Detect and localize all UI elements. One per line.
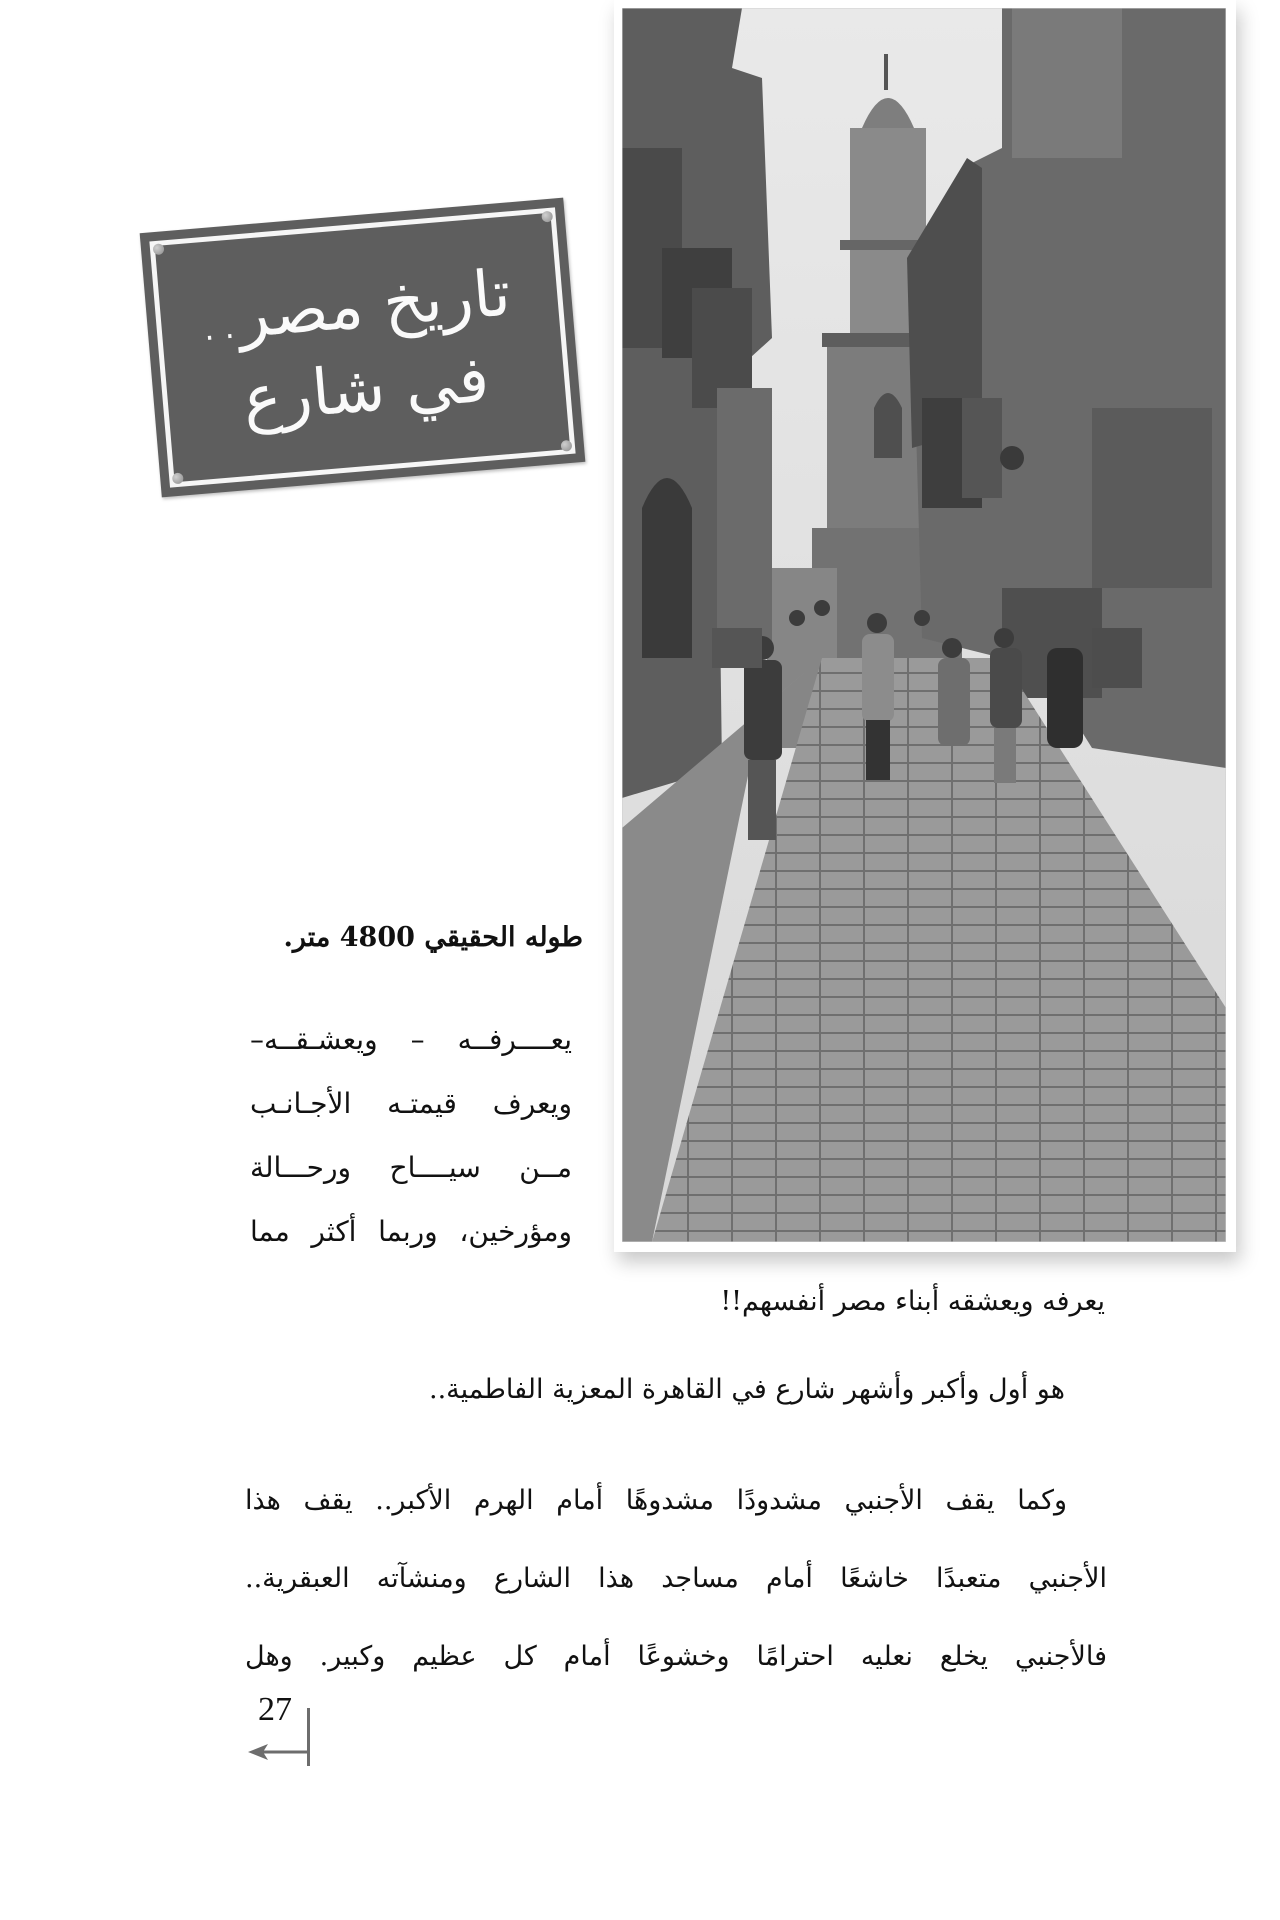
paragraph-line: الأجنبي متعبدًا خاشعًا أمام مساجد هذا الشارع ومنشآته العبقرية.. xyxy=(245,1563,1107,1594)
paragraph-line: وكما يقف الأجنبي مشدودًا مشدوهًا أمام الهرم الأكبر.. يقف هذا xyxy=(245,1485,1067,1516)
title-sign-border xyxy=(149,207,575,487)
street-length-note: طوله الحقيقي 4800 متر. xyxy=(283,922,583,953)
title-sign xyxy=(140,198,586,498)
side-column-line: يعــــرفــه – ويعشـقــه– xyxy=(250,1023,572,1056)
street-photo-icon xyxy=(622,8,1226,1242)
body-paragraph xyxy=(245,1462,1107,1696)
side-column-line: ويعرف قيمتـه الأجـانـب xyxy=(250,1087,572,1120)
street-photo xyxy=(622,8,1226,1242)
page-number: 27 xyxy=(258,1691,292,1728)
title-line-2: في شارع xyxy=(240,342,492,437)
continuation-line: يعرفه ويعشقه أبناء مصر أنفسهم!! xyxy=(720,1286,1105,1317)
intro-line: هو أول وأكبر وأشهر شارع في القاهرة المعزية الفاطمية.. xyxy=(428,1374,1065,1405)
title-line-1: تاريخ مصر.. xyxy=(194,256,514,357)
side-column-line: ومؤرخين، وربما أكثر مما xyxy=(250,1215,572,1248)
side-column-line: مــن سيــــاح ورحـــالة xyxy=(250,1151,572,1184)
arrow-left-icon xyxy=(248,1742,310,1762)
paragraph-line: فالأجنبي يخلع نعليه احترامًا وخشوعًا أمام كل عظيم وكبير. وهل xyxy=(245,1641,1107,1672)
photo-frame xyxy=(614,0,1236,1252)
side-column-text xyxy=(250,1008,572,1264)
